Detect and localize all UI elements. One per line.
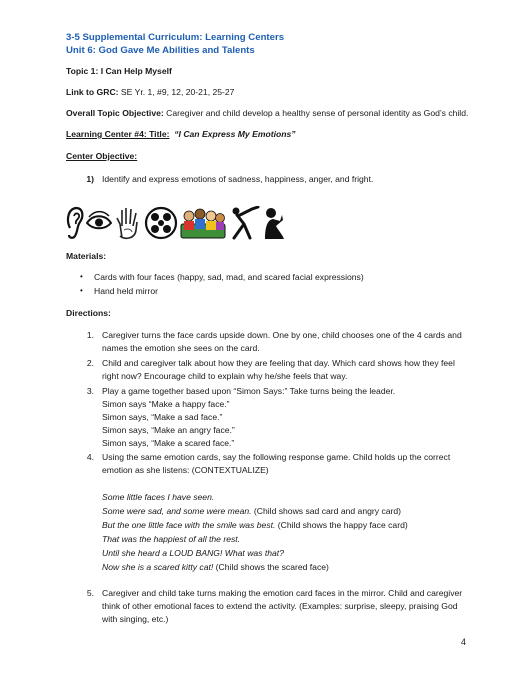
eye-icon <box>86 206 112 240</box>
directions-label: Directions: <box>66 308 111 318</box>
poem-line: That was the happiest of all the rest. <box>102 534 241 544</box>
grc-line <box>66 87 234 98</box>
objective-value: Caregiver and child develop a healthy sense of personal identity as God’s child. <box>163 108 469 118</box>
step-number: 4. <box>86 452 94 462</box>
sensory-icons-strip <box>66 206 296 242</box>
step-number: 3. <box>86 386 94 396</box>
bullet-dot: • <box>80 272 83 281</box>
step-4-line: emotion as she listens: (CONTEXTUALIZE) <box>102 465 269 475</box>
page-number: 4 <box>461 637 467 647</box>
materials-heading <box>66 251 106 262</box>
learning-center-line <box>66 129 296 140</box>
material-item: Hand held mirror <box>94 286 158 296</box>
topic-value: I Can Help Myself <box>100 66 172 76</box>
topic-label: Topic 1: <box>66 66 99 76</box>
step-3-line: Simon says “Make a happy face.” <box>102 399 230 409</box>
learning-center-title: “I Can Express My Emotions” <box>174 129 296 139</box>
bullet-dot: • <box>80 286 83 295</box>
praying-child-icon <box>262 206 286 240</box>
learning-center-label: Learning Center #4: Title: <box>66 129 170 139</box>
stretching-figure-icon <box>228 206 260 240</box>
poem-line: Some little faces I have seen. <box>102 492 215 502</box>
center-objective-label: Center Objective: <box>66 151 138 161</box>
material-item: Cards with four faces (happy, sad, mad, and scared facial expressions) <box>94 272 364 282</box>
objective-line <box>66 108 468 119</box>
poem-line: Some were sad, and some were mean. (Child shows sad card and angry card) <box>102 506 402 516</box>
step-5-line: with singing, etc.) <box>102 614 169 624</box>
people-circle-icon <box>144 206 178 240</box>
center-objective-heading <box>66 151 137 162</box>
poem-line: Now she is a scared kitty cat! (Child shows the scared face) <box>102 562 329 572</box>
step-3-line: Play a game together based upon “Simon Says:” Take turns being the leader. <box>102 386 396 396</box>
poem-line: But the one little face with the smile was best. (Child shows the happy face card) <box>102 520 408 530</box>
step-4-line: Using the same emotion cards, say the following response game. Child holds up the correct <box>102 452 451 462</box>
step-2-line: Child and caregiver talk about how they are feeling that day. Which card shows how they feel <box>102 358 455 368</box>
objective-item-number: 1) <box>86 174 94 184</box>
unit-title: Unit 6: God Gave Me Abilities and Talents <box>66 45 255 56</box>
objective-item-text: Identify and express emotions of sadness, happiness, anger, and fright. <box>102 174 374 184</box>
grc-label: Link to GRC: <box>66 87 119 97</box>
step-3-line: Simon says, “Make an angry face.” <box>102 425 235 435</box>
curriculum-title: 3-5 Supplemental Curriculum: Learning Centers <box>66 32 285 43</box>
step-number: 5. <box>86 588 94 598</box>
step-1-line: names the emotion she sees on the card. <box>102 343 260 353</box>
directions-heading <box>66 308 111 319</box>
poem-line: Until she heard a LOUD BANG! What was that? <box>102 548 284 558</box>
step-number: 2. <box>86 358 94 368</box>
step-5-line: think of other emotional faces to extend the activity. (Examples: surprise, sleepy, praising God <box>102 601 458 611</box>
step-number: 1. <box>86 330 94 340</box>
step-3-line: Simon says, “Make a scared face.” <box>102 438 235 448</box>
materials-label: Materials: <box>66 251 107 261</box>
ear-icon <box>66 206 84 240</box>
step-3-line: Simon says, “Make a sad face.” <box>102 412 223 422</box>
topic-line <box>66 66 172 77</box>
children-group-icon <box>180 206 226 240</box>
step-2-line: right now? Encourage child to explain why he/she feels that way. <box>102 371 348 381</box>
step-5-line: Caregiver and child take turns making the emotion card faces in the mirror. Child and caregiver <box>102 588 463 598</box>
grc-value: SE Yr. 1, #9, 12, 20-21, 25-27 <box>118 87 235 97</box>
objective-label: Overall Topic Objective: <box>66 108 164 118</box>
step-1-line: Caregiver turns the face cards upside down. One by one, child chooses one of the 4 cards and <box>102 330 462 340</box>
hand-icon <box>115 206 141 240</box>
